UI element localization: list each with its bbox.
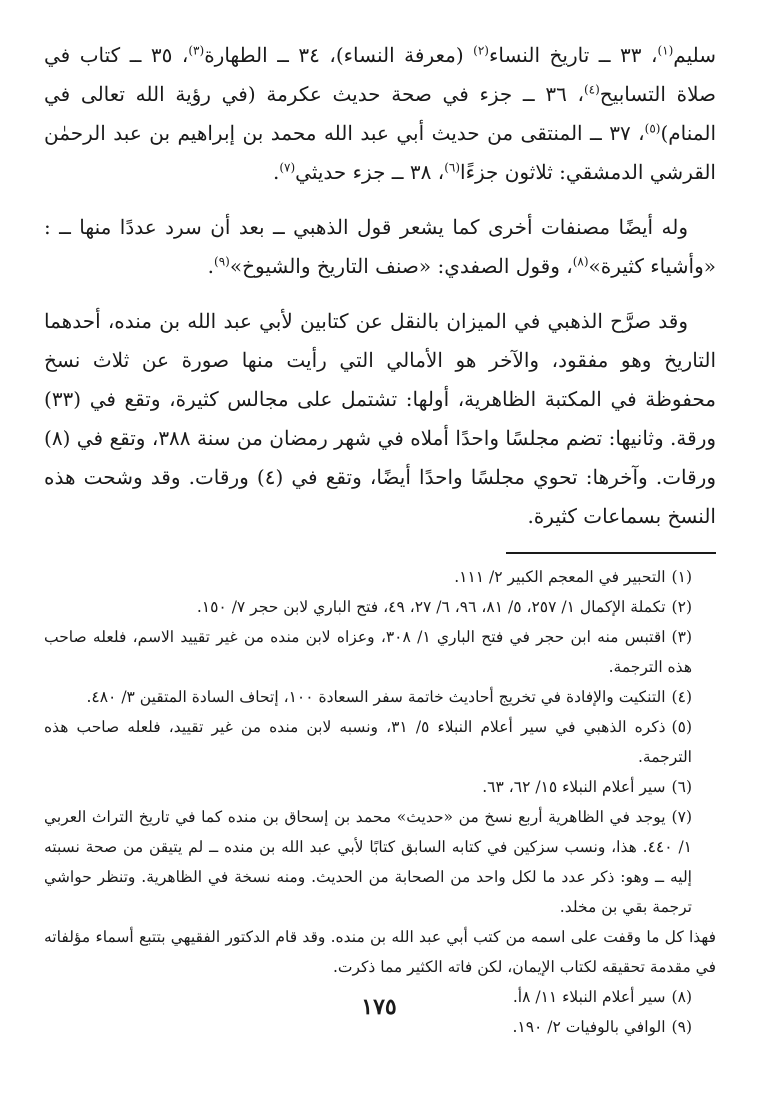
footnote-number: (٧) — [671, 808, 692, 826]
footnotes — [44, 562, 716, 1042]
footnote-number: (٨) — [671, 988, 692, 1006]
footnote-separator — [506, 552, 716, 554]
main-text — [44, 36, 716, 536]
book-page — [44, 36, 716, 1066]
footnote — [44, 622, 716, 682]
footnote-ref-1[interactable]: (١) — [657, 43, 674, 58]
footnote — [44, 712, 716, 772]
footnote-ref-8[interactable]: (٨) — [572, 254, 589, 269]
footnote-text: تكملة الإكمال ١/ ٢٥٧، ٥/ ٨١، ٩٦، ٦/ ٢٧، ٤٩، فتح الباري لابن حجر ٧/ ١٥٠. — [196, 598, 666, 616]
footnote-ref-3[interactable]: (٣) — [188, 43, 205, 58]
footnote-text: التنكيت والإفادة في تخريج أحاديث خاتمة سفر السعادة ١٠٠، إتحاف السادة المتقين ٣/ ٤٨٠. — [86, 688, 666, 706]
text-run: . — [272, 160, 280, 184]
footnote-number: (٦) — [671, 778, 692, 796]
text-run: . — [207, 254, 215, 278]
footnote-number: (١) — [671, 568, 692, 586]
paragraph-other-works — [44, 208, 716, 286]
footnote — [44, 772, 716, 802]
text-run: ، وقول الصفدي: «صنف التاريخ والشيوخ» — [229, 254, 573, 278]
footnote — [44, 562, 716, 592]
footnote-text: سير أعلام النبلاء ١٥/ ٦٢، ٦٣. — [482, 778, 666, 796]
footnote-ref-7[interactable]: (٧) — [279, 160, 296, 175]
paragraph-works-list — [44, 36, 716, 192]
footnote — [44, 592, 716, 622]
text-run: سليم — [673, 43, 716, 67]
footnote — [44, 802, 716, 922]
footnote-text: اقتبس منه ابن حجر في فتح الباري ١/ ٣٠٨، وعزاه لابن منده من غير تقييد الاسم، فلعله صاحب هذه الترجمة. — [44, 628, 692, 676]
text-run: ، ٣٨ ــ جزء حديثي — [295, 160, 445, 184]
footnote-number: (٣) — [671, 628, 692, 646]
text-run: ، ٣٥ ــ كتاب في صلاة التسابيح — [44, 43, 717, 106]
text-run: ، ٣٦ ــ جزء في صحة حديث عكرمة (في رؤية الله تعالى في المنام) — [44, 82, 716, 145]
footnote-ref-9[interactable]: (٩) — [214, 254, 230, 269]
text-run: (معرفة النساء)، ٣٤ ــ الطهارة — [204, 43, 474, 67]
footnote — [44, 682, 716, 712]
footnote-text: الوافي بالوفيات ٢/ ١٩٠. — [512, 1018, 666, 1036]
footnote-ref-5[interactable]: (٥) — [644, 121, 661, 136]
footnote-ref-6[interactable]: (٦) — [444, 160, 461, 175]
text-run: ، ٣٧ ــ المنتقى من حديث أبي عبد الله محمد بن إبراهيم بن عبد الرحمٰن القرشي الدمشقي: ثلاثون جزءًا — [44, 121, 716, 184]
footnote-text: يوجد في الظاهرية أربع نسخ من «حديث» محمد بن إسحاق بن منده كما في تاريخ التراث العربي ١/ ٤٤٠. هذا، ونسب سزكين في كتابه السابق كتابًا لأبي عبد الله بن منده ــ لم يتيقن من صحة نسبته إليه ــ وهو: ذكر عدد ما لكل واحد من الصحابة من الحديث. ومنه نسخة في الظاهرية. وتنظر حواشي ترجمة بقي بن مخلد. — [44, 808, 692, 916]
footnote-number: (٥) — [671, 718, 692, 736]
footnote-remark: فهذا كل ما وقفت على اسمه من كتب أبي عبد الله بن منده. وقد قام الدكتور الفقيهي بتتبع أسماء مؤلفاته في مقدمة تحقيقه لكتاب الإيمان، لكن فاته الكثير مما ذكرت. — [44, 928, 716, 976]
page-number: ١٧٥ — [361, 994, 397, 1020]
text-run: ، ٣٣ ــ تاريخ النساء — [488, 43, 658, 67]
footnote-number: (٩) — [671, 1018, 692, 1036]
footnote-text: سير أعلام النبلاء ١١/ ٨أ. — [512, 988, 666, 1006]
footnote-ref-2[interactable]: (٢) — [473, 43, 489, 58]
footnote-text: ذكره الذهبي في سير أعلام النبلاء ٥/ ٣١، ونسبه لابن منده من غير تقييد، فلعله صاحب هذه الترجمة. — [44, 718, 692, 766]
footnote-text: التحبير في المعجم الكبير ٢/ ١١١. — [454, 568, 666, 586]
footnote-number: (٤) — [671, 688, 692, 706]
text-run: وله أيضًا مصنفات أخرى كما يشعر قول الذهبي ــ بعد أن سرد عددًا منها ــ : «وأشياء كثيرة» — [44, 215, 716, 278]
footnote-number: (٢) — [671, 598, 692, 616]
footnote-ref-4[interactable]: (٤) — [583, 82, 600, 97]
paragraph-manuscripts: وقد صرَّح الذهبي في الميزان بالنقل عن كتابين لأبي عبد الله بن منده، أحدهما التاريخ وهو مفقود، والآخر هو الأمالي التي رأيت منها صورة عن ثلاث نسخ محفوظة في المكتبة الظاهرية، أولها: تشتمل على مجالس كثيرة، وتقع في (٣٣) ورقة. وثانيها: تضم مجلسًا واحدًا أملاه في شهر رمضان من سنة ٣٨٨، وتقع في (٨) ورقات. وآخرها: تحوي مجلسًا واحدًا أيضًا، وتقع في (٤) ورقات. وقد وشحت هذه النسخ بسماعات كثيرة. — [44, 309, 717, 528]
